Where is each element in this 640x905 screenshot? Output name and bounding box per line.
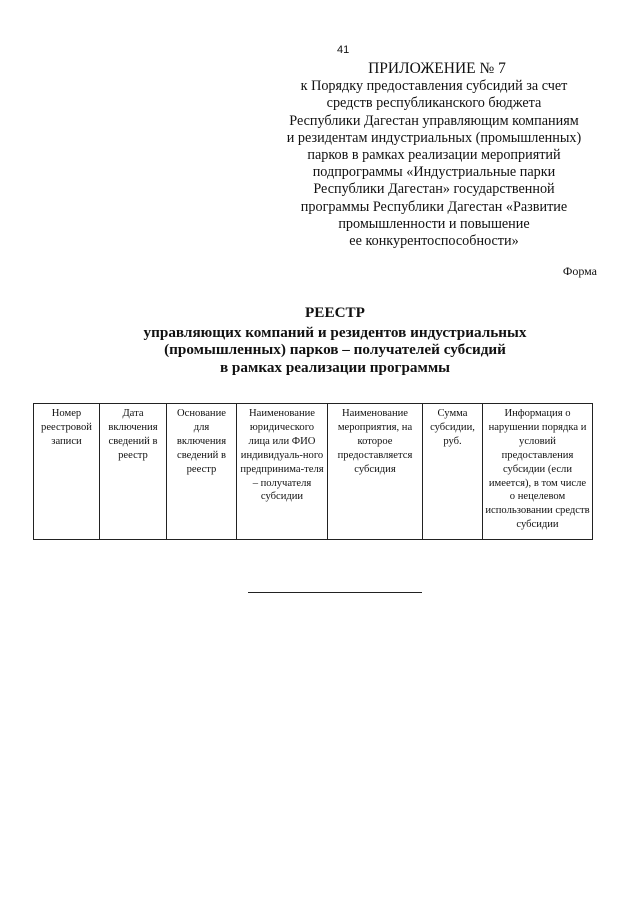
registry-subtitle-line: в рамках реализации программы (219, 358, 451, 376)
column-header-inclusion-basis: Основание для включения сведений в реестр (167, 404, 237, 540)
footer-divider (248, 592, 422, 593)
appendix-line: средств республиканского бюджета (326, 95, 542, 112)
page-number: 41 (337, 44, 350, 56)
registry-subtitle-line: управляющих компаний и резидентов индустриальных (143, 323, 527, 341)
column-header-recipient-name: Наименование юридического лица или ФИО индивидуаль-ного предпринима-теля – получателя субсидии (237, 404, 328, 540)
column-header-record-number: Номер реестровой записи (34, 404, 100, 540)
appendix-line: промышленности и повышение (338, 215, 530, 232)
column-header-inclusion-date: Дата включения сведений в реестр (100, 404, 167, 540)
registry-heading (40, 304, 630, 376)
appendix-title: ПРИЛОЖЕНИЕ № 7 (368, 60, 506, 77)
appendix-line: Республики Дагестан» государственной (313, 181, 555, 198)
appendix-line: программы Республики Дагестан «Развитие (300, 198, 568, 215)
appendix-line: парков в рамках реализации мероприятий (307, 147, 561, 164)
registry-table (33, 403, 593, 540)
appendix-line: подпрограммы «Индустриальные парки (312, 164, 556, 181)
column-header-violation-info: Информация о нарушении порядка и условий предоставления субсидии (если имеется), в том числе о нецелевом использовании средств субсидии (483, 404, 593, 540)
registry-title: РЕЕСТР (305, 304, 365, 321)
column-header-activity-name: Наименование мероприятия, на которое предоставляется субсидия (328, 404, 423, 540)
appendix-line: и резидентам индустриальных (промышленных) (286, 129, 582, 146)
appendix-line: ее конкурентоспособности» (349, 233, 519, 250)
appendix-line: Республики Дагестан управляющим компаниям (289, 112, 579, 129)
column-header-subsidy-amount: Сумма субсидии, руб. (423, 404, 483, 540)
appendix-block (268, 60, 600, 250)
form-label: Форма (562, 264, 597, 278)
appendix-line: к Порядку предоставления субсидий за счет (300, 78, 568, 95)
registry-subtitle-line: (промышленных) парков – получателей субсидий (164, 341, 506, 359)
table-header-row (34, 404, 593, 540)
